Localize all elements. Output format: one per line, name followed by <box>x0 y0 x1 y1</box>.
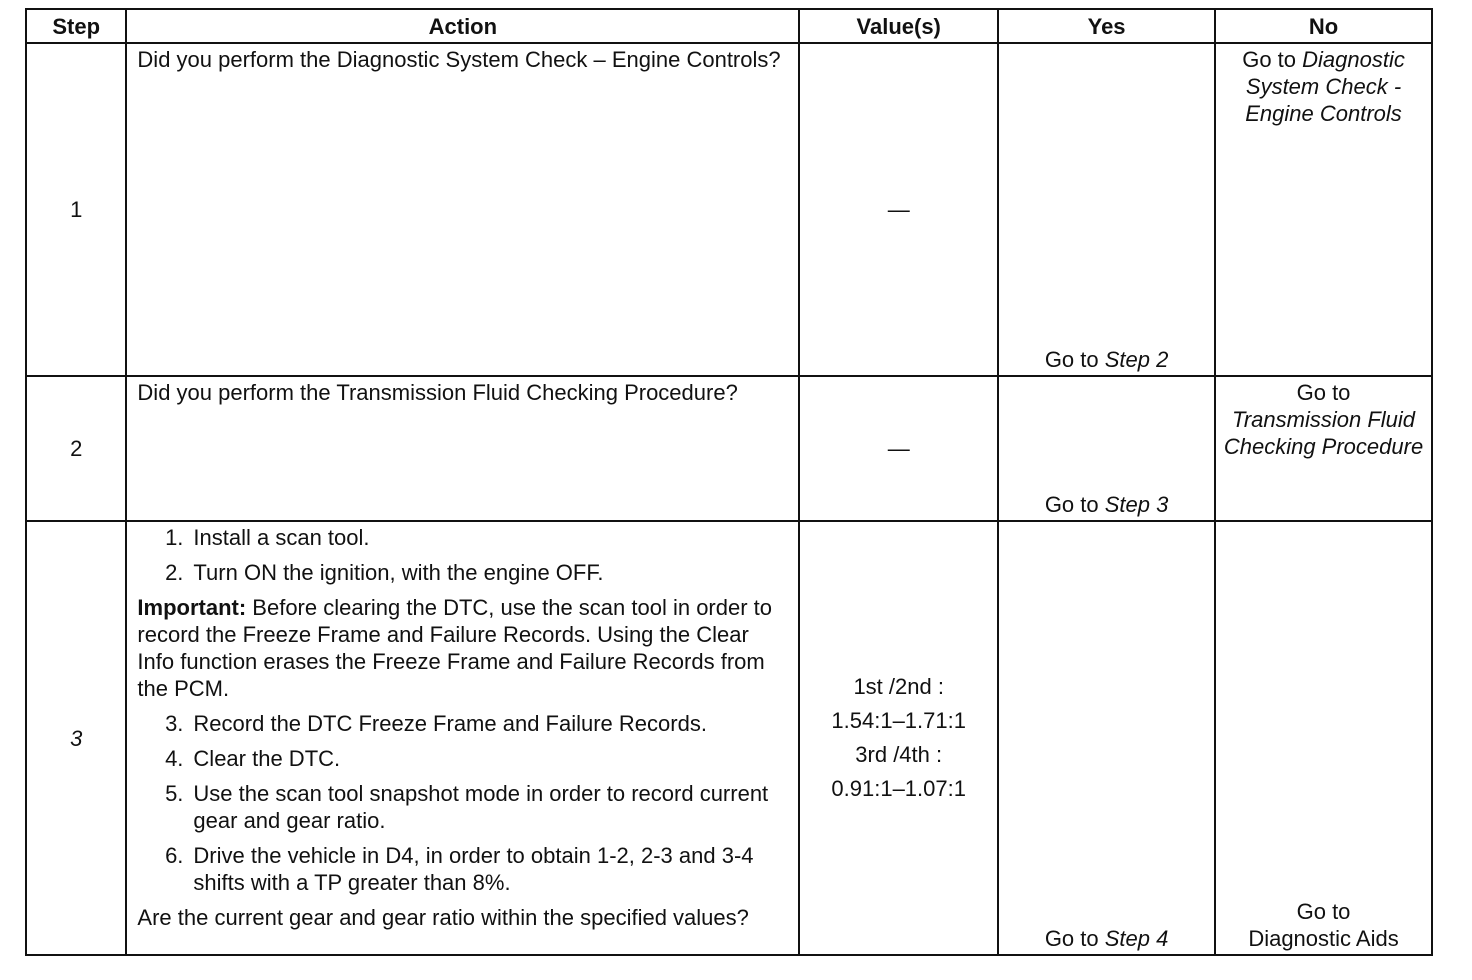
diagnostic-table <box>25 8 1433 956</box>
no-cell <box>1215 376 1432 521</box>
value-line: 0.91:1–1.07:1 <box>831 776 966 801</box>
yes-link[interactable]: Step 3 <box>1104 492 1169 517</box>
table-row <box>26 521 1432 955</box>
yes-link[interactable]: Step 4 <box>1104 926 1169 951</box>
important-label: Important: <box>137 595 247 620</box>
procedure-list-a <box>137 524 788 586</box>
list-item-text: Use the scan tool snapshot mode in order to record current gear and gear ratio. <box>193 781 769 833</box>
header-step: Step <box>26 9 126 43</box>
header-values: Value(s) <box>799 9 998 43</box>
list-item <box>137 745 788 772</box>
value-cell: — <box>799 43 998 376</box>
step-number: 2 <box>26 376 126 521</box>
list-item-number: 4. <box>165 746 184 771</box>
question-text: Are the current gear and gear ratio within the specified values? <box>137 905 749 930</box>
step-number <box>26 521 126 955</box>
header-no: No <box>1215 9 1432 43</box>
no-cell <box>1215 521 1432 955</box>
header-action: Action <box>126 9 799 43</box>
action-text: Did you perform the Transmission Fluid Checking Procedure? <box>126 376 799 521</box>
yes-prefix: Go to <box>1044 347 1105 372</box>
value-line: 1st /2nd : <box>853 674 944 699</box>
action-text <box>126 521 799 955</box>
list-item-number: 6. <box>165 843 184 868</box>
no-prefix: Go to <box>1296 899 1351 924</box>
diagnostic-table-container <box>25 8 1433 956</box>
yes-link[interactable]: Step 2 <box>1104 347 1169 372</box>
procedure-list-b <box>137 710 788 896</box>
header-yes: Yes <box>998 9 1215 43</box>
list-item-text: Record the DTC Freeze Frame and Failure Records. <box>193 711 707 736</box>
yes-cell <box>998 43 1215 376</box>
important-note <box>137 594 788 702</box>
list-item-number: 5. <box>165 781 184 806</box>
list-item <box>137 524 788 551</box>
list-item-number: 2. <box>165 560 184 585</box>
list-item <box>137 780 788 834</box>
table-row <box>26 43 1432 376</box>
header-row <box>26 9 1432 43</box>
value-cell <box>799 521 998 955</box>
yes-prefix: Go to <box>1044 926 1105 951</box>
list-item <box>137 710 788 737</box>
list-item-text: Clear the DTC. <box>193 746 341 771</box>
list-item <box>137 842 788 896</box>
value-line: 1.54:1–1.71:1 <box>831 708 966 733</box>
yes-cell <box>998 521 1215 955</box>
value-cell: — <box>799 376 998 521</box>
no-link[interactable]: Diagnostic Aids <box>1248 926 1399 951</box>
action-text: Did you perform the Diagnostic System Check – Engine Controls? <box>126 43 799 376</box>
yes-prefix: Go to <box>1044 492 1105 517</box>
no-link[interactable]: Transmission Fluid Checking Procedure <box>1223 407 1424 459</box>
important-text: Before clearing the DTC, use the scan tool in order to record the Freeze Frame and Failure Records. Using the Clear Info function erases the Freeze Frame and Failure Records from the PCM. <box>137 595 773 701</box>
list-item-number: 3. <box>165 711 184 736</box>
value-line: 3rd /4th : <box>855 742 943 767</box>
no-prefix: Go to <box>1242 47 1303 72</box>
no-link[interactable]: Diagnostic System Check - Engine Controls <box>1245 47 1405 126</box>
no-cell <box>1215 43 1432 376</box>
step-number: 1 <box>26 43 126 376</box>
list-item-number: 1. <box>165 525 184 550</box>
no-prefix: Go to <box>1296 380 1351 405</box>
yes-cell <box>998 376 1215 521</box>
list-item-text: Install a scan tool. <box>193 525 370 550</box>
list-item-text: Turn ON the ignition, with the engine OFF. <box>193 560 604 585</box>
table-row <box>26 376 1432 521</box>
list-item-text: Drive the vehicle in D4, in order to obtain 1-2, 2-3 and 3-4 shifts with a TP greater than 8%. <box>193 843 754 895</box>
step-number-text: 3 <box>70 725 83 751</box>
list-item <box>137 559 788 586</box>
